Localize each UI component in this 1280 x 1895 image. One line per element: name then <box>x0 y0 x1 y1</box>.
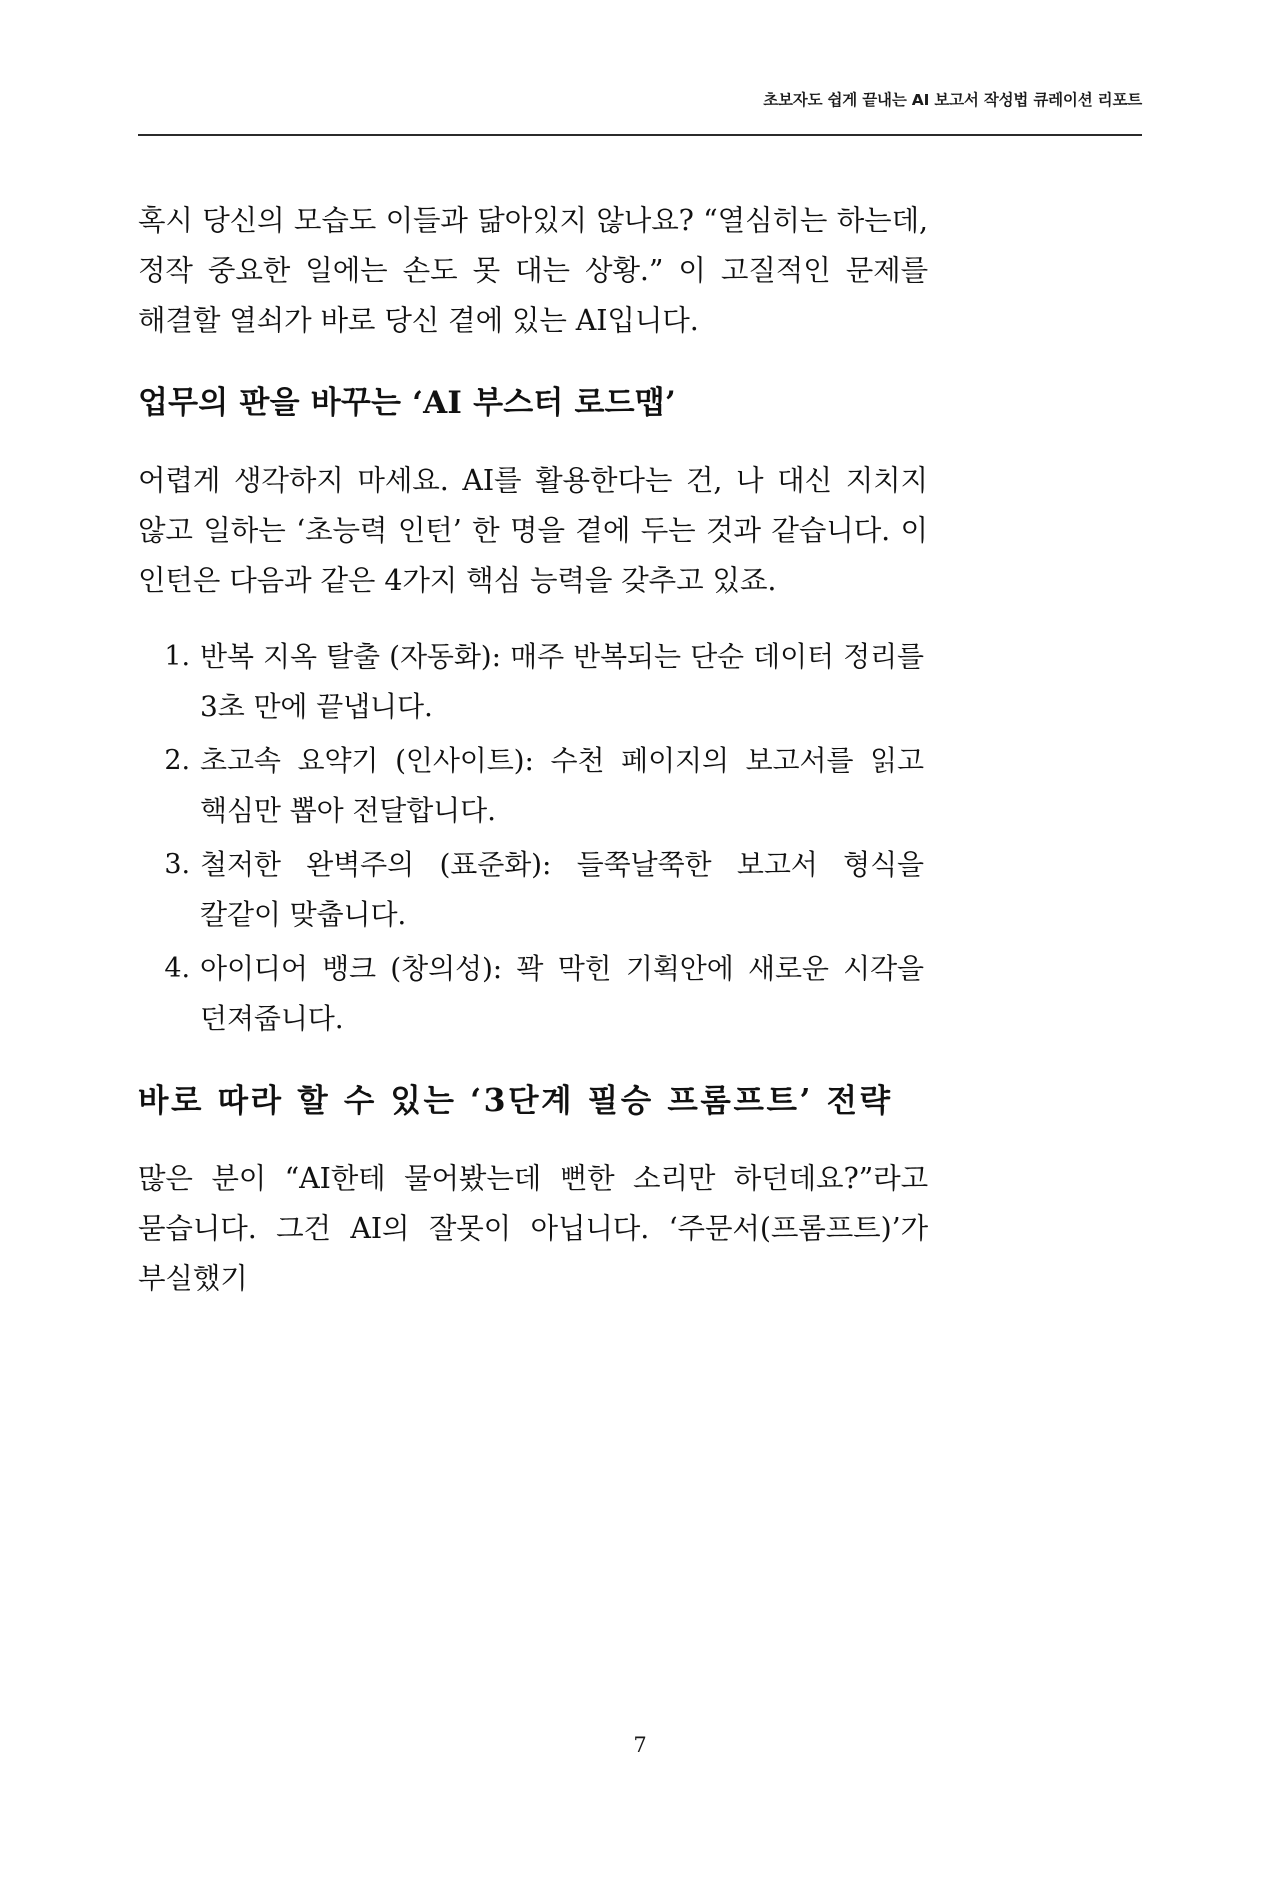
feature-list <box>138 632 928 1044</box>
body-paragraph-2: 어렵게 생각하지 마세요. AI를 활용한다는 건, 나 대신 지치지 않고 일하는 ‘초능력 인턴’ 한 명을 곁에 두는 것과 같습니다. 이 인턴은 다음과 같은 4가지 핵심 능력을 갖추고 있죠. <box>138 464 928 597</box>
body-paragraph-1: 혹시 당신의 모습도 이들과 닮아있지 않나요? “열심히는 하는데, 정작 중요한 일에는 손도 못 대는 상황.” 이 고질적인 문제를 해결할 열쇠가 바로 당신 곁에 있는 AI입니다. <box>138 204 928 337</box>
list-item: 철저한 완벽주의 (표준화): 들쭉날쭉한 보고서 형식을 칼같이 맞춥니다. <box>200 848 924 931</box>
running-header-title: 초보자도 쉽게 끝내는 AI 보고서 작성법 큐레이션 리포트 <box>763 91 1142 109</box>
header-divider <box>138 134 1142 136</box>
list-item: 아이디어 뱅크 (창의성): 꽉 막힌 기획안에 새로운 시각을 던져줍니다. <box>200 952 924 1035</box>
section-heading-ai-booster-roadmap: 업무의 판을 바꾸는 ‘AI 부스터 로드맵’ <box>138 385 676 421</box>
running-header <box>138 90 1142 138</box>
list-item: 반복 지옥 탈출 (자동화): 매주 반복되는 단순 데이터 정리를 3초 만에 끝냅니다. <box>200 640 924 723</box>
page-number: 7 <box>633 1733 647 1757</box>
section-heading-three-step-prompt-strategy: 바로 따라 할 수 있는 ‘3단계 필승 프롬프트’ 전략 <box>138 1082 893 1119</box>
body-paragraph-3: 많은 분이 “AI한테 물어봤는데 뻔한 소리만 하던데요?”라고 묻습니다. 그건 AI의 잘못이 아닙니다. ‘주문서(프롬프트)’가 부실했기 <box>138 1162 928 1295</box>
page-content <box>138 196 928 1304</box>
list-item: 초고속 요약기 (인사이트): 수천 페이지의 보고서를 읽고 핵심만 뽑아 전달합니다. <box>200 744 924 827</box>
